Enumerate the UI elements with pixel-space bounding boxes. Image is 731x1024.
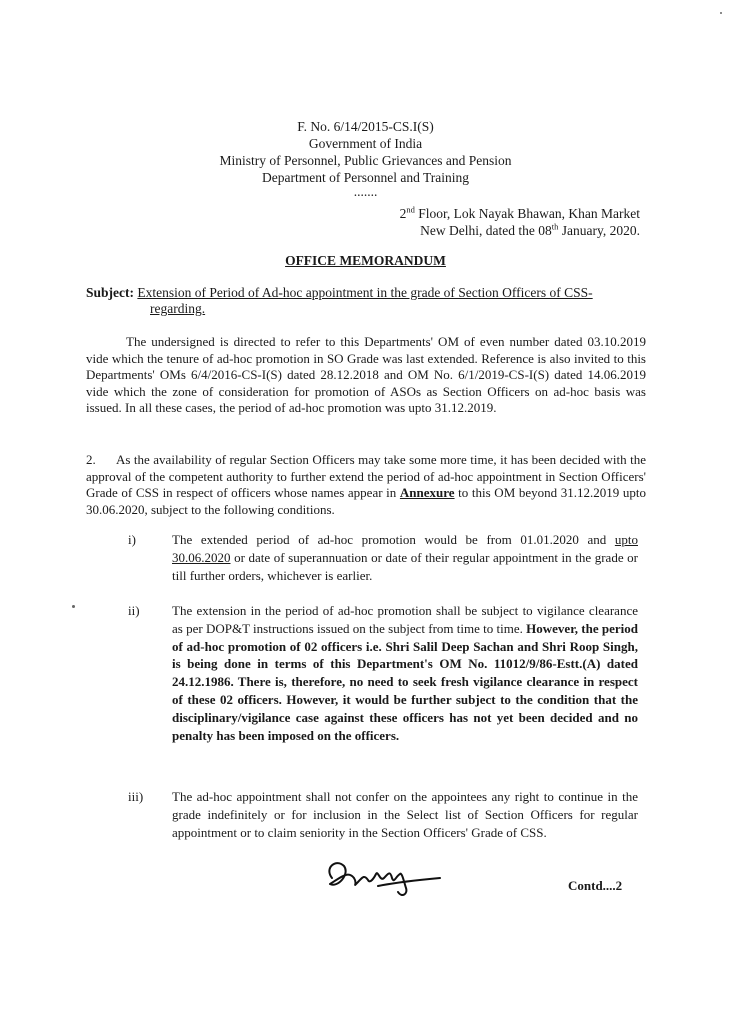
floor-suffix: nd [406,204,415,215]
address-text: Floor, Lok Nayak Bhawan, Khan Market [414,206,640,221]
scan-speck [72,605,75,608]
subject-text: Extension of Period of Ad-hoc appointment in the grade of Section Officers of CSS- [137,285,593,300]
date-rest: January, 2020. [558,223,640,238]
item-1-underlined: upto 30.06.2020 [172,532,638,565]
continued-label: Contd....2 [568,878,623,893]
signature-image [318,848,448,902]
file-number: F. No. 6/14/2015-CS.I(S) [297,119,434,134]
item-2-bold-text: However, the period of ad-hoc promotion of 02 officers i.e. Shri Salil Deep Sachan and Shri Roop Singh, is being done in terms of this Department's OM No. 11012/9/86-Estt.(A) dated 24.12.1986. There is, therefore, no need to seek fresh vigilance clearance in respect of these 02 officers. However, it would be further subject to the condition that the disciplinary/vigilance case against these officers has not yet been decided and no penalty has been imposed on the officers. [172,620,638,743]
paragraph-2-text-a: As the availability of regular Section Officers may take some more time, it has been decided with the approval of the competent authority to further extend the period of ad-hoc appointment in Section Officers' Grade of CSS in respect of officers whose names appear in [86,452,646,501]
subject-text-regarding: regarding. [150,301,206,316]
item-1-text-a: The extended period of ad-hoc promotion would be from 01.01.2020 and [172,532,615,547]
subject-block [86,285,646,317]
item-1 [172,531,638,584]
date-prefix: New Delhi, dated the 08 [420,223,552,238]
item-2-number: ii) [128,603,140,618]
date-line [382,222,640,239]
item-2-text-a: The extension in the period of ad-hoc promotion shall be subject to vigilance clearance as per DOP&T instructions issued on the subject from time to time. [172,603,638,636]
paragraph-1: The undersigned is directed to refer to this Departments' OM of even number dated 03.10.2019 vide which the tenure of ad-hoc promotion in SO Grade was last extended. Reference is also invited to this Departments' OMs 6/4/2016-CS-I(S) dated 28.12.2018 and OM No. 6/1/2019-CS-I(S) dated 14.06.2019 vide which the zone of consideration for promotion of ASOs as Section Officers on ad-hoc basis was issued. In all these cases, the period of ad-hoc promotion was upto 31.12.2019. [86,334,646,416]
government-line: Government of India [308,136,423,151]
item-1-number: i) [128,532,136,547]
address-line [382,205,640,222]
item-2 [172,602,638,744]
department-line: Department of Personnel and Training [262,170,469,185]
item-3-number: iii) [128,789,144,804]
item-1-text-b: or date of superannuation or date of their regular appointment in the grade or till further orders, whichever is earlier. [172,549,638,583]
annexure-ref: Annexure [399,485,455,501]
subject-label: Subject: [86,285,134,300]
paragraph-2 [86,452,646,518]
paragraph-2-text-b: to this OM beyond 31.12.2019 upto 30.06.2020, subject to the following conditions. [86,485,646,517]
floor-number: 2 [399,206,407,221]
separator-dots: ....... [353,184,378,199]
date-suffix: th [551,221,559,232]
scan-speck [720,12,722,14]
paragraph-2-number: 2. [86,452,96,467]
item-3: The ad-hoc appointment shall not confer on the appointees any right to continue in the grade indefinitely or for inclusion in the Select list of Section Officers for regular appointment or to claim seniority in the Section Officers' Grade of CSS. [172,789,638,840]
document-title: OFFICE MEMORANDUM [285,253,446,268]
ministry-line: Ministry of Personnel, Public Grievances and Pension [219,153,512,168]
